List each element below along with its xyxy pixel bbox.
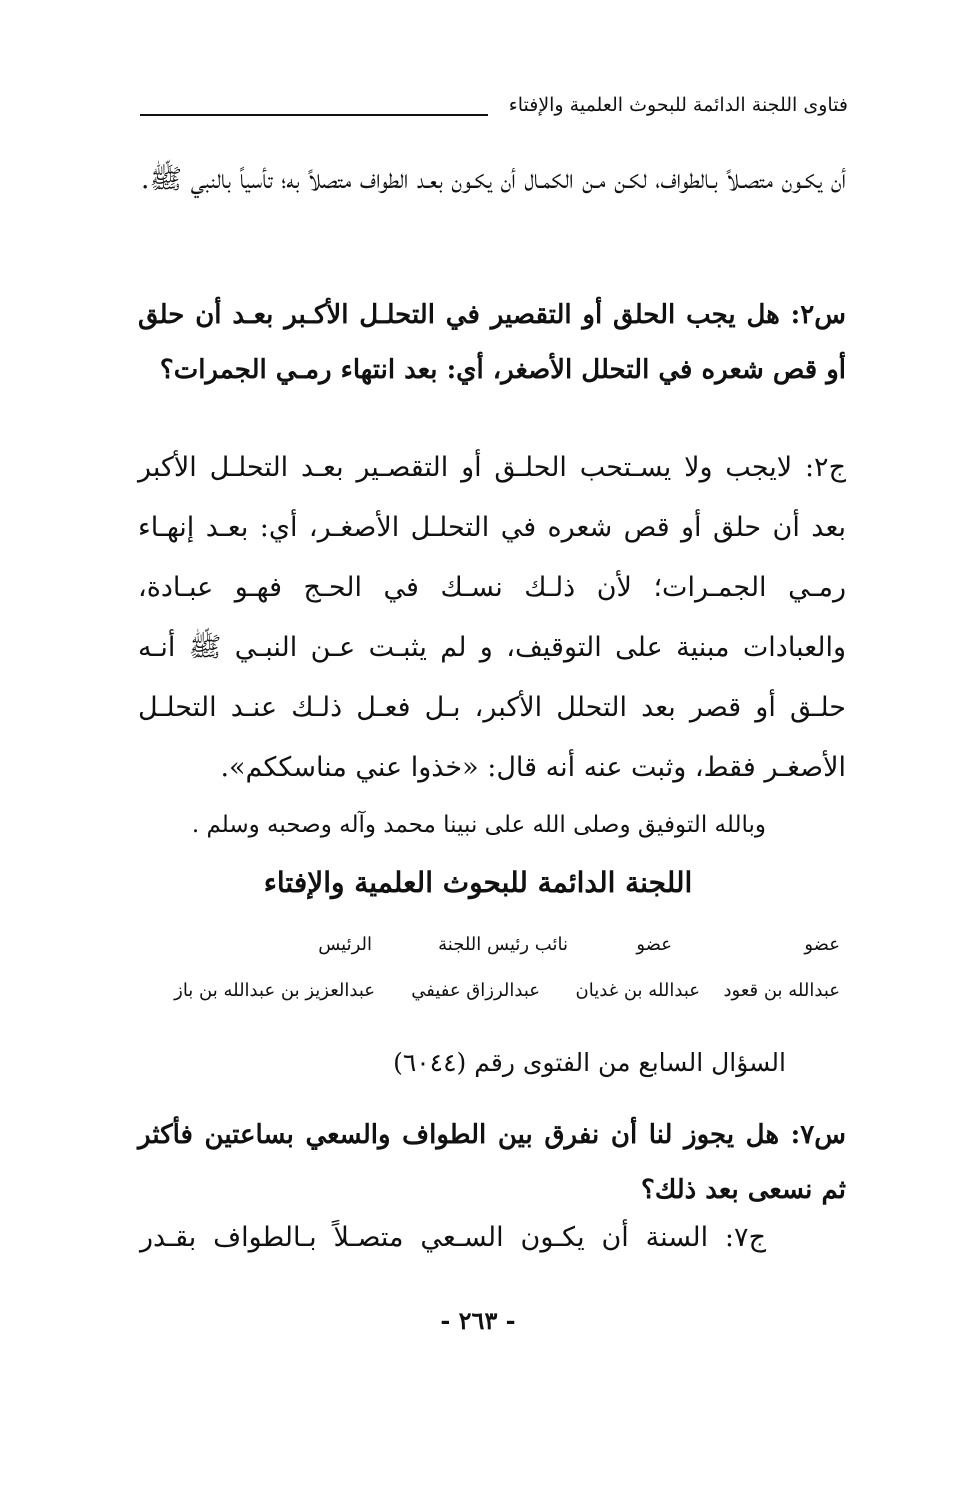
name-member-2: عبدالله بن غديان bbox=[575, 980, 700, 1001]
header-title: فتاوى اللجنة الدائمة للبحوث العلمية والإفتاء bbox=[508, 94, 848, 116]
name-vice-chairman: عبدالرزاق عفيفي bbox=[411, 980, 540, 1001]
question-7-text: س٧: هل يجوز لنا أن نفرق بين الطواف والسعي بساعتين فأكثر ثم نسعى بعد ذلك؟ bbox=[138, 1120, 846, 1205]
question-2-text: س٢: هل يجب الحلق أو التقصير في التحلـل الأكـبر بعـد أن حلق أو قص شعره في التحلل الأصغر، أي: بعد انتهاء رمـي الجمرات؟ bbox=[138, 300, 846, 385]
question-2 bbox=[138, 288, 846, 398]
name-chairman: عبدالعزيز بن عبدالله بن باز bbox=[174, 980, 375, 1001]
closing-line: وبالله التوفيق وصلى الله على نبينا محمد وآله وصحبه وسلم . bbox=[191, 812, 766, 838]
name-member-1: عبدالله بن قعود bbox=[723, 980, 840, 1001]
header-rule bbox=[140, 114, 488, 116]
answer-7 bbox=[140, 1208, 766, 1268]
answer-2-text: ج٢: لايجب ولا يسـتحب الحلـق أو التقصـير بعـد التحلـل الأكبر بعد أن حلق أو قص شعره في التحلـل الأصغـر، أي: بعـد إنهـاء رمـي الجمـرات؛ لأن ذلـك نسـك في الحـج فهـو عبـادة، والعبادات مبنية على التوقيف، و لم يثبـت عـن النبـي ﷺ أنـه حلـق أو قصر بعد التحلل الأكبر، بـل فعـل ذلـك عنـد التحلـل الأصغـر فقط، وثبت عنه أنه قال: «خذوا عني مناسككم». bbox=[138, 452, 846, 783]
role-vice-chairman: نائب رئيس اللجنة bbox=[438, 934, 568, 955]
running-header bbox=[140, 88, 848, 128]
question-7 bbox=[138, 1108, 846, 1218]
role-chairman: الرئيس bbox=[318, 934, 372, 955]
page-number: - ٢٦٣ - bbox=[440, 1306, 516, 1335]
continued-paragraph: أن يكـون متصـلاً بـالطواف، لكـن مـن الكمـال أن يكـون بعـد الطواف متصلاً به؛ تأسياً بالنبي ﷺ. bbox=[140, 164, 846, 195]
committee-name: اللجنة الدائمة للبحوث العلمية والإفتاء bbox=[263, 866, 693, 899]
continued-answer bbox=[138, 150, 846, 210]
role-member-2: عضو bbox=[636, 934, 672, 955]
answer-7-text: ج٧: السنة أن يكـون السـعي متصـلاً بـالطواف بقـدر bbox=[140, 1222, 766, 1253]
fatwa-title: السؤال السابع من الفتوى رقم (٦٠٤٤) bbox=[393, 1048, 786, 1077]
role-member-1: عضو bbox=[804, 934, 840, 955]
answer-2 bbox=[138, 438, 846, 798]
